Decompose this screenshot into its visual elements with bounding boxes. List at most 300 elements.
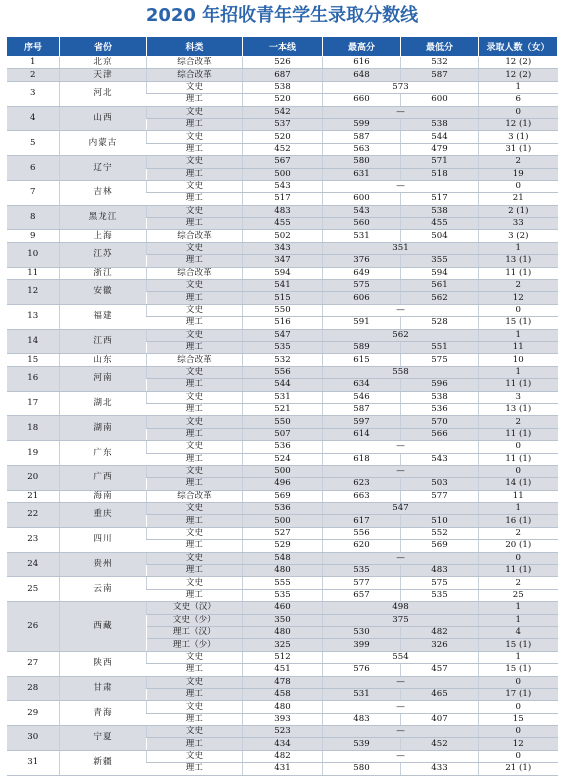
cell-max-score: 597 (323, 416, 401, 428)
cell-admitted: 15 (1) (479, 639, 558, 651)
table-row (7, 304, 558, 316)
cell-admitted: 2 (479, 577, 558, 589)
cell-tier-one-line: 460 (243, 602, 323, 614)
cell-max-score: 580 (323, 763, 401, 775)
cell-admitted: 31 (1) (479, 143, 558, 155)
header-max-score: 最高分 (323, 37, 401, 57)
cell-province: 辽宁 (60, 156, 147, 181)
cell-admitted: 0 (479, 465, 558, 477)
cell-subject: 理工 (147, 428, 243, 440)
table-row (7, 205, 558, 217)
cell-tier-one-line: 478 (243, 676, 323, 688)
cell-province: 宁夏 (60, 726, 147, 751)
cell-max-score: 616 (323, 57, 401, 69)
cell-admitted: 4 (479, 626, 558, 638)
table-row (7, 106, 558, 118)
cell-subject: 文史 (147, 552, 243, 564)
cell-min-score: 596 (401, 379, 479, 391)
cell-tier-one-line: 538 (243, 81, 323, 93)
header-subject: 科类 (147, 37, 243, 57)
cell-admitted: 21 (1) (479, 763, 558, 775)
cell-index: 31 (7, 750, 60, 775)
cell-min-score: 587 (401, 69, 479, 81)
table-body (7, 57, 558, 776)
cell-index: 16 (7, 366, 60, 391)
cell-index: 26 (7, 602, 60, 652)
cell-admitted: 10 (479, 354, 558, 366)
cell-max-score: 663 (323, 490, 401, 502)
cell-province: 北京 (60, 57, 147, 69)
cell-min-score: 326 (401, 639, 479, 651)
cell-tier-one-line: 483 (243, 205, 323, 217)
cell-subject: 理工 (147, 317, 243, 329)
cell-max-score: 623 (323, 478, 401, 490)
table-row (7, 552, 558, 564)
cell-subject: 理工 (147, 193, 243, 205)
cell-province: 福建 (60, 304, 147, 329)
cell-tier-one-line: 520 (243, 94, 323, 106)
cell-min-score: 552 (401, 527, 479, 539)
cell-index: 11 (7, 267, 60, 279)
cell-tier-one-line: 482 (243, 750, 323, 762)
cell-score-range: — (323, 106, 479, 118)
cell-score-range: — (323, 552, 479, 564)
header-min-score: 最低分 (401, 37, 479, 57)
cell-index: 29 (7, 701, 60, 726)
cell-subject: 文史 (147, 280, 243, 292)
cell-max-score: 543 (323, 205, 401, 217)
table-row (7, 267, 558, 279)
cell-province: 新疆 (60, 750, 147, 775)
cell-tier-one-line: 569 (243, 490, 323, 502)
cell-tier-one-line: 550 (243, 304, 323, 316)
cell-subject: 综合改革 (147, 57, 243, 69)
cell-admitted: 0 (479, 180, 558, 192)
cell-min-score: 575 (401, 577, 479, 589)
cell-tier-one-line: 434 (243, 738, 323, 750)
cell-tier-one-line: 515 (243, 292, 323, 304)
cell-province: 天津 (60, 69, 147, 81)
cell-province: 四川 (60, 527, 147, 552)
cell-admitted: 0 (479, 750, 558, 762)
cell-province: 湖北 (60, 391, 147, 416)
cell-subject: 文史（汉） (147, 602, 243, 614)
cell-tier-one-line: 687 (243, 69, 323, 81)
cell-admitted: 20 (1) (479, 540, 558, 552)
cell-max-score: 531 (323, 230, 401, 242)
cell-admitted: 0 (479, 676, 558, 688)
table-row (7, 726, 558, 738)
table-row (7, 577, 558, 589)
cell-min-score: 482 (401, 626, 479, 638)
cell-admitted: 19 (479, 168, 558, 180)
cell-min-score: 517 (401, 193, 479, 205)
cell-min-score: 571 (401, 156, 479, 168)
cell-min-score: 594 (401, 267, 479, 279)
cell-province: 吉林 (60, 180, 147, 205)
cell-index: 8 (7, 205, 60, 230)
cell-max-score: 535 (323, 565, 401, 577)
cell-score-range: — (323, 304, 479, 316)
cell-tier-one-line: 512 (243, 651, 323, 663)
cell-subject: 综合改革 (147, 267, 243, 279)
table-row (7, 242, 558, 254)
cell-admitted: 15 (1) (479, 664, 558, 676)
cell-index: 18 (7, 416, 60, 441)
page-title: 2020 年招收青年学生录取分数线 (145, 5, 419, 26)
cell-tier-one-line: 347 (243, 255, 323, 267)
cell-index: 1 (7, 57, 60, 69)
cell-tier-one-line: 541 (243, 280, 323, 292)
cell-min-score: 543 (401, 453, 479, 465)
cell-min-score: 455 (401, 218, 479, 230)
cell-min-score: 544 (401, 131, 479, 143)
cell-province: 贵州 (60, 552, 147, 577)
cell-subject: 综合改革 (147, 69, 243, 81)
table-row (7, 81, 558, 93)
cell-min-score: 569 (401, 540, 479, 552)
table-row (7, 490, 558, 502)
cell-admitted: 21 (479, 193, 558, 205)
cell-admitted: 0 (479, 106, 558, 118)
cell-province: 青海 (60, 701, 147, 726)
table-row (7, 416, 558, 428)
cell-min-score: 518 (401, 168, 479, 180)
cell-score-range: 573 (323, 81, 479, 93)
cell-tier-one-line: 516 (243, 317, 323, 329)
cell-subject: 文史 (147, 577, 243, 589)
table-row (7, 750, 558, 762)
cell-max-score: 618 (323, 453, 401, 465)
cell-score-range: 498 (323, 602, 479, 614)
cell-admitted: 15 (1) (479, 317, 558, 329)
cell-tier-one-line: 480 (243, 565, 323, 577)
table-row (7, 441, 558, 453)
cell-score-range: — (323, 465, 479, 477)
cell-admitted: 11 (1) (479, 453, 558, 465)
cell-subject: 理工 (147, 118, 243, 130)
cell-admitted: 13 (1) (479, 403, 558, 415)
cell-subject: 理工 (147, 713, 243, 725)
cell-subject: 文史 (147, 651, 243, 663)
cell-admitted: 2 (479, 527, 558, 539)
cell-min-score: 536 (401, 403, 479, 415)
cell-index: 7 (7, 180, 60, 205)
cell-subject: 理工 (147, 168, 243, 180)
cell-province: 浙江 (60, 267, 147, 279)
cell-max-score: 657 (323, 589, 401, 601)
cell-index: 19 (7, 441, 60, 466)
cell-max-score: 606 (323, 292, 401, 304)
cell-province: 安徽 (60, 280, 147, 305)
cell-subject: 理工 (147, 478, 243, 490)
table-row (7, 354, 558, 366)
table-row (7, 131, 558, 143)
cell-tier-one-line: 500 (243, 168, 323, 180)
table-row (7, 465, 558, 477)
cell-min-score: 504 (401, 230, 479, 242)
cell-admitted: 0 (479, 701, 558, 713)
cell-index: 25 (7, 577, 60, 602)
cell-min-score: 483 (401, 565, 479, 577)
cell-province: 广西 (60, 465, 147, 490)
cell-min-score: 562 (401, 292, 479, 304)
cell-tier-one-line: 502 (243, 230, 323, 242)
cell-min-score: 538 (401, 205, 479, 217)
cell-max-score: 531 (323, 688, 401, 700)
cell-index: 2 (7, 69, 60, 81)
cell-admitted: 1 (479, 366, 558, 378)
header-province: 省份 (60, 37, 147, 57)
cell-admitted: 0 (479, 726, 558, 738)
cell-tier-one-line: 523 (243, 726, 323, 738)
table-row (7, 391, 558, 403)
cell-tier-one-line: 594 (243, 267, 323, 279)
cell-max-score: 575 (323, 280, 401, 292)
cell-province: 河北 (60, 81, 147, 106)
cell-max-score: 620 (323, 540, 401, 552)
cell-admitted: 12 (1) (479, 118, 558, 130)
cell-admitted: 2 (1) (479, 205, 558, 217)
cell-subject: 理工 (147, 664, 243, 676)
cell-tier-one-line: 544 (243, 379, 323, 391)
cell-index: 4 (7, 106, 60, 131)
admission-score-table (6, 36, 558, 776)
cell-index: 13 (7, 304, 60, 329)
table-row (7, 280, 558, 292)
cell-max-score: 399 (323, 639, 401, 651)
cell-subject: 文史 (147, 242, 243, 254)
cell-tier-one-line: 524 (243, 453, 323, 465)
cell-admitted: 33 (479, 218, 558, 230)
cell-admitted: 16 (1) (479, 515, 558, 527)
cell-max-score: 483 (323, 713, 401, 725)
cell-admitted: 1 (479, 614, 558, 626)
cell-max-score: 560 (323, 218, 401, 230)
cell-max-score: 556 (323, 527, 401, 539)
cell-max-score: 648 (323, 69, 401, 81)
cell-max-score: 591 (323, 317, 401, 329)
cell-subject: 综合改革 (147, 354, 243, 366)
cell-province: 内蒙古 (60, 131, 147, 156)
cell-subject: 文史 (147, 131, 243, 143)
cell-min-score: 355 (401, 255, 479, 267)
cell-min-score: 407 (401, 713, 479, 725)
cell-admitted: 2 (479, 416, 558, 428)
cell-min-score: 600 (401, 94, 479, 106)
cell-index: 22 (7, 503, 60, 528)
cell-admitted: 12 (2) (479, 69, 558, 81)
cell-province: 云南 (60, 577, 147, 602)
cell-max-score: 530 (323, 626, 401, 638)
cell-index: 15 (7, 354, 60, 366)
cell-province: 上海 (60, 230, 147, 242)
cell-subject: 综合改革 (147, 230, 243, 242)
cell-subject: 文史 (147, 180, 243, 192)
cell-tier-one-line: 350 (243, 614, 323, 626)
cell-admitted: 14 (1) (479, 478, 558, 490)
cell-score-range: 351 (323, 242, 479, 254)
cell-tier-one-line: 500 (243, 515, 323, 527)
cell-subject: 理工 (147, 403, 243, 415)
cell-tier-one-line: 393 (243, 713, 323, 725)
cell-index: 30 (7, 726, 60, 751)
cell-subject: 理工 (147, 540, 243, 552)
cell-subject: 文史 (147, 465, 243, 477)
cell-score-range: 562 (323, 329, 479, 341)
cell-tier-one-line: 555 (243, 577, 323, 589)
cell-admitted: 0 (479, 304, 558, 316)
cell-subject: 文史 (147, 304, 243, 316)
cell-subject: 文史 (147, 366, 243, 378)
cell-admitted: 11 (1) (479, 565, 558, 577)
cell-max-score: 617 (323, 515, 401, 527)
cell-tier-one-line: 480 (243, 701, 323, 713)
cell-tier-one-line: 521 (243, 403, 323, 415)
table-row (7, 57, 558, 69)
cell-admitted: 0 (479, 552, 558, 564)
cell-subject: 理工 (147, 738, 243, 750)
cell-admitted: 15 (479, 713, 558, 725)
cell-admitted: 3 (479, 391, 558, 403)
cell-tier-one-line: 496 (243, 478, 323, 490)
cell-max-score: 615 (323, 354, 401, 366)
cell-subject: 文史 (147, 81, 243, 93)
table-row (7, 602, 558, 614)
cell-index: 23 (7, 527, 60, 552)
cell-min-score: 433 (401, 763, 479, 775)
cell-tier-one-line: 536 (243, 441, 323, 453)
cell-tier-one-line: 556 (243, 366, 323, 378)
cell-subject: 理工（汉） (147, 626, 243, 638)
cell-max-score: 614 (323, 428, 401, 440)
cell-max-score: 599 (323, 118, 401, 130)
table-row (7, 366, 558, 378)
cell-index: 10 (7, 242, 60, 267)
cell-index: 27 (7, 651, 60, 676)
cell-admitted: 12 (479, 738, 558, 750)
cell-max-score: 631 (323, 168, 401, 180)
cell-index: 12 (7, 280, 60, 305)
cell-tier-one-line: 535 (243, 589, 323, 601)
cell-admitted: 11 (1) (479, 428, 558, 440)
cell-tier-one-line: 550 (243, 416, 323, 428)
cell-subject: 理工 (147, 94, 243, 106)
cell-score-range: — (323, 701, 479, 713)
cell-subject: 理工 (147, 763, 243, 775)
cell-score-range: — (323, 441, 479, 453)
cell-score-range: — (323, 676, 479, 688)
cell-min-score: 532 (401, 57, 479, 69)
cell-max-score: 376 (323, 255, 401, 267)
cell-admitted: 2 (479, 156, 558, 168)
cell-subject: 理工 (147, 143, 243, 155)
cell-index: 3 (7, 81, 60, 106)
cell-score-range: 375 (323, 614, 479, 626)
cell-subject: 文史 (147, 676, 243, 688)
table-row (7, 701, 558, 713)
cell-max-score: 580 (323, 156, 401, 168)
cell-admitted: 12 (2) (479, 57, 558, 69)
cell-subject: 理工 (147, 565, 243, 577)
cell-admitted: 6 (479, 94, 558, 106)
cell-score-range: — (323, 750, 479, 762)
cell-subject: 文史 (147, 329, 243, 341)
cell-admitted: 3 (2) (479, 230, 558, 242)
cell-max-score: 563 (323, 143, 401, 155)
cell-index: 21 (7, 490, 60, 502)
header-tier-one-line: 一本线 (243, 37, 323, 57)
cell-min-score: 503 (401, 478, 479, 490)
cell-admitted: 3 (1) (479, 131, 558, 143)
cell-admitted: 13 (1) (479, 255, 558, 267)
cell-min-score: 551 (401, 341, 479, 353)
cell-subject: 理工 (147, 341, 243, 353)
cell-province: 山西 (60, 106, 147, 131)
cell-tier-one-line: 543 (243, 180, 323, 192)
cell-subject: 文史 (147, 701, 243, 713)
cell-tier-one-line: 452 (243, 143, 323, 155)
cell-score-range: — (323, 726, 479, 738)
cell-index: 14 (7, 329, 60, 354)
cell-score-range: 558 (323, 366, 479, 378)
cell-admitted: 1 (479, 602, 558, 614)
cell-index: 6 (7, 156, 60, 181)
cell-subject: 文史 (147, 156, 243, 168)
cell-province: 河南 (60, 366, 147, 391)
cell-subject: 文史 (147, 205, 243, 217)
cell-tier-one-line: 500 (243, 465, 323, 477)
cell-tier-one-line: 532 (243, 354, 323, 366)
cell-subject: 理工 (147, 218, 243, 230)
cell-min-score: 465 (401, 688, 479, 700)
cell-index: 17 (7, 391, 60, 416)
cell-tier-one-line: 451 (243, 664, 323, 676)
cell-subject: 理工 (147, 292, 243, 304)
cell-subject: 文史 (147, 441, 243, 453)
cell-tier-one-line: 431 (243, 763, 323, 775)
cell-admitted: 11 (1) (479, 267, 558, 279)
cell-max-score: 587 (323, 131, 401, 143)
table-row (7, 230, 558, 242)
cell-max-score: 577 (323, 577, 401, 589)
cell-tier-one-line: 547 (243, 329, 323, 341)
cell-province: 湖南 (60, 416, 147, 441)
cell-min-score: 479 (401, 143, 479, 155)
cell-subject: 文史 (147, 750, 243, 762)
cell-tier-one-line: 529 (243, 540, 323, 552)
cell-admitted: 11 (479, 490, 558, 502)
cell-min-score: 457 (401, 664, 479, 676)
cell-min-score: 575 (401, 354, 479, 366)
cell-province: 广东 (60, 441, 147, 466)
cell-admitted: 25 (479, 589, 558, 601)
cell-max-score: 600 (323, 193, 401, 205)
cell-min-score: 566 (401, 428, 479, 440)
cell-tier-one-line: 531 (243, 391, 323, 403)
cell-max-score: 649 (323, 267, 401, 279)
cell-admitted: 0 (479, 441, 558, 453)
cell-max-score: 660 (323, 94, 401, 106)
cell-max-score: 539 (323, 738, 401, 750)
cell-min-score: 510 (401, 515, 479, 527)
cell-min-score: 577 (401, 490, 479, 502)
cell-index: 9 (7, 230, 60, 242)
cell-max-score: 589 (323, 341, 401, 353)
table-row (7, 527, 558, 539)
cell-tier-one-line: 507 (243, 428, 323, 440)
cell-min-score: 528 (401, 317, 479, 329)
